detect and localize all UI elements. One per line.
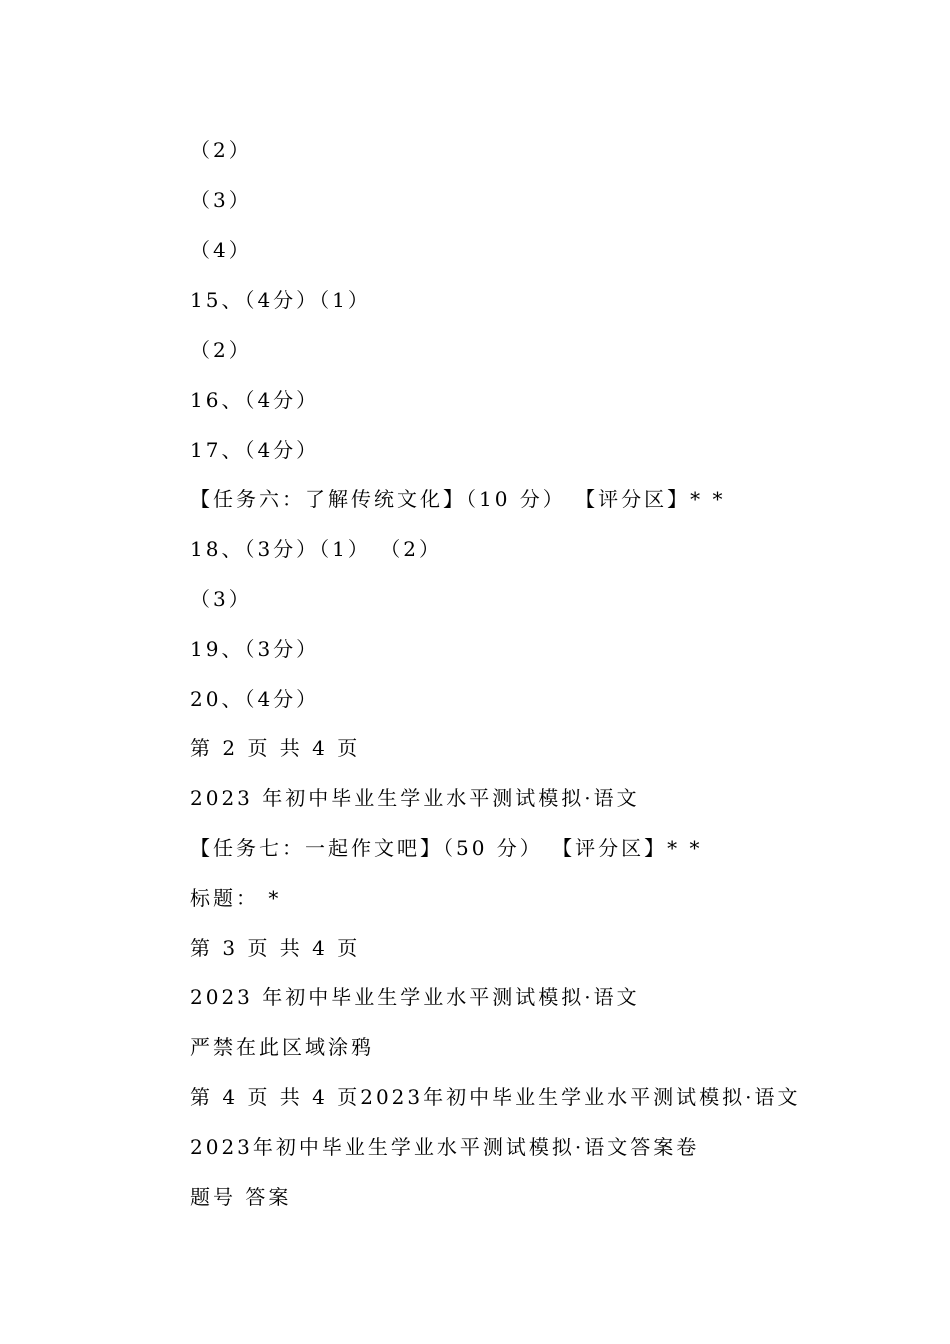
question-20: 20、（4分） <box>190 687 320 711</box>
task-six-heading: 【任务六：了解传统文化】（10 分） 【评分区】* * <box>190 487 726 511</box>
page-footer-4: 第 4 页 共 4 页2023年初中毕业生学业水平测试模拟·语文 <box>190 1085 801 1109</box>
page-footer-3: 第 3 页 共 4 页 <box>190 936 361 960</box>
page-header-4: 2023 年初中毕业生学业水平测试模拟·语文 <box>190 985 640 1009</box>
table-header: 题号 答案 <box>190 1185 292 1209</box>
answer-line-q14-4: （4） <box>190 238 252 262</box>
question-16: 16、（4分） <box>190 388 320 412</box>
answer-line-q18-3: （3） <box>190 587 252 611</box>
page-footer-2: 第 2 页 共 4 页 <box>190 736 361 760</box>
question-15: 15、（4分）（1） <box>190 288 371 312</box>
question-17: 17、（4分） <box>190 438 320 462</box>
essay-title-label: 标题： * <box>190 886 282 910</box>
answer-sheet-title: 2023年初中毕业生学业水平测试模拟·语文答案卷 <box>190 1135 700 1159</box>
answer-line-q14-3: （3） <box>190 188 252 212</box>
answer-line-q15-2: （2） <box>190 338 252 362</box>
page-header-3: 2023 年初中毕业生学业水平测试模拟·语文 <box>190 786 640 810</box>
task-seven-heading: 【任务七：一起作文吧】（50 分） 【评分区】* * <box>190 836 703 860</box>
no-doodle-notice: 严禁在此区域涂鸦 <box>190 1035 374 1059</box>
question-19: 19、（3分） <box>190 637 320 661</box>
question-18: 18、（3分）（1） （2） <box>190 537 442 561</box>
answer-line-q14-2: （2） <box>190 138 252 162</box>
